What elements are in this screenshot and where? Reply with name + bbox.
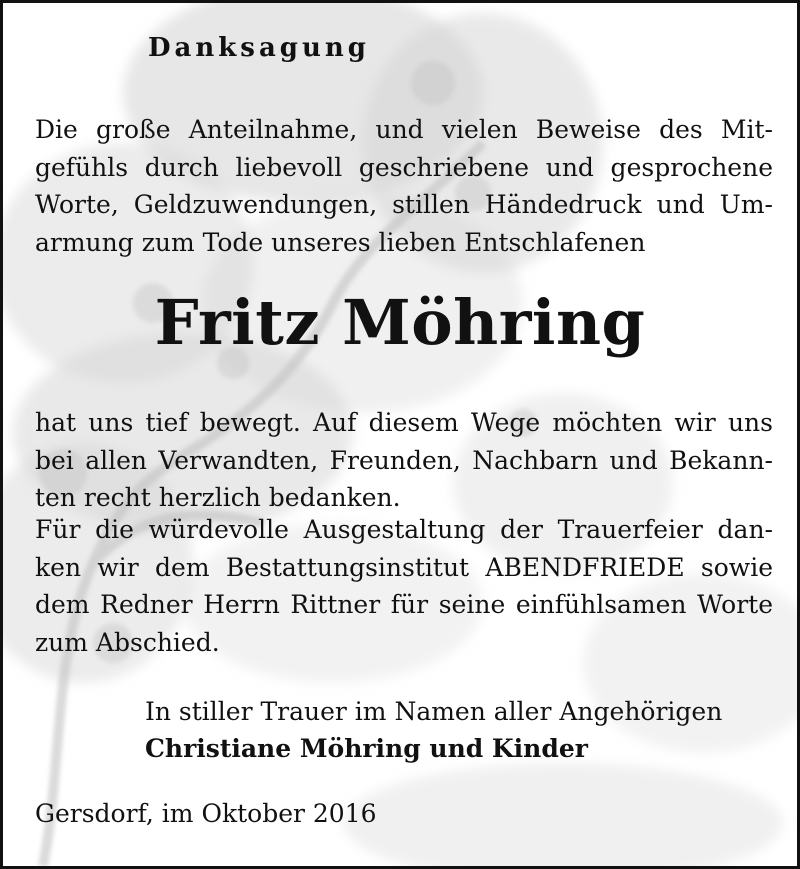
signoff-line: In stiller Trauer im Namen aller Angehörigen [145, 697, 723, 726]
text-line: gefühls durch liebevoll geschriebene und gesprochene [35, 152, 773, 182]
thanks-paragraph [35, 404, 773, 517]
signer-name: Christiane Möhring und Kinder [145, 734, 588, 763]
text-line: Die große Anteilnahme, und vielen Beweise des Mit- [35, 115, 773, 144]
text-line: ten recht herzlich bedanken. [35, 483, 401, 512]
intro-paragraph [35, 111, 773, 261]
text-line: armung zum Tode unseres lieben Entschlafenen [35, 227, 646, 257]
text-line: dem Redner Herrn Rittner für seine einfühlsamen Worte [35, 590, 773, 619]
signoff-block [145, 693, 722, 767]
deceased-name: Fritz Möhring [154, 286, 646, 359]
funeral-thanks-paragraph [35, 511, 773, 661]
text-line: zum Abschied. [35, 627, 220, 657]
text-line: Worte, Geldzuwendungen, stillen Händedruck und Um- [35, 190, 773, 219]
text-line: Für die würdevolle Ausgestaltung der Trauerfeier dan- [35, 515, 773, 544]
text-line: ken wir dem Bestattungsinstitut ABENDFRIEDE sowie [35, 552, 773, 582]
text-line: hat uns tief bewegt. Auf diesem Wege möchten wir uns [35, 408, 773, 437]
place-date: Gersdorf, im Oktober 2016 [35, 799, 377, 828]
text-line: bei allen Verwandten, Freunden, Nachbarn und Bekann- [35, 445, 773, 475]
heading: Danksagung [148, 33, 370, 63]
